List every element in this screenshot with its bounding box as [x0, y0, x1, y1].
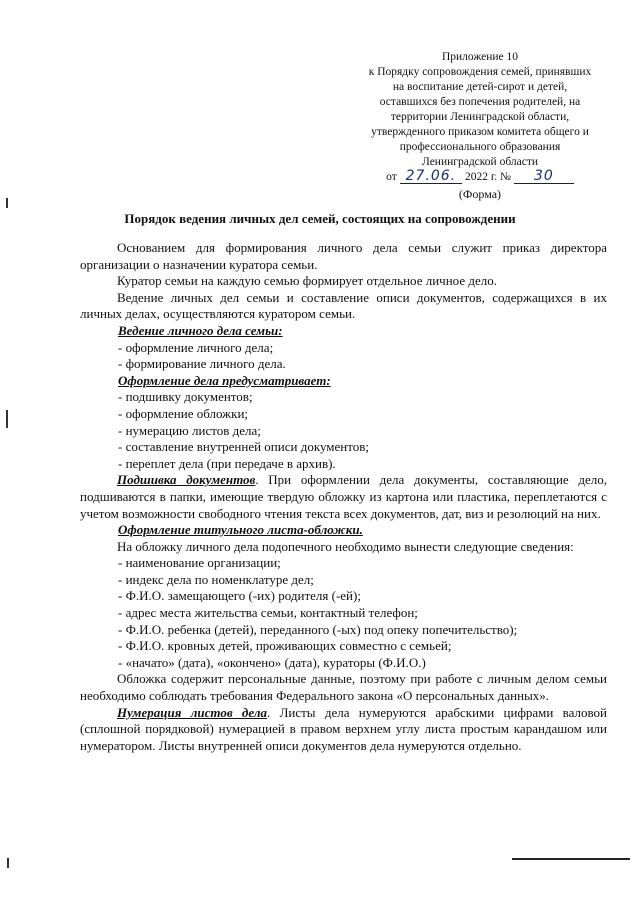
handwritten-date: 27.06. [400, 170, 463, 184]
scan-mark-top [6, 198, 8, 208]
page-bottom-rule [512, 858, 630, 860]
document-body [80, 240, 607, 754]
document-title: Порядок ведения личных дел семей, состоящих на сопровождении [124, 211, 516, 226]
section-heading-binding: Подшивка документов [117, 472, 256, 488]
paragraph-numbering [80, 705, 607, 755]
header-line: утвержденного приказом комитета общего и [371, 126, 589, 138]
header-line: профессионального образования [399, 141, 561, 153]
list-item: - Ф.И.О. ребенка (детей), переданного (-ых) под опеку попечительство); [118, 621, 518, 637]
paragraph-curator: Куратор семьи на каждую семью формирует отдельное личное дело. [117, 273, 497, 289]
list-item: - оформление обложки; [118, 405, 249, 421]
paragraph-binding [80, 472, 607, 522]
list-item: - оформление личного дела; [118, 339, 274, 355]
binding-text: . При оформлении дела документы, составляющие дело, подшиваются в папки, имеющие твердую обложку из картона или пластика, переплетаются с учетом возможности свободного чтения текста всех документов, дат, виз и резолюций на них. [80, 472, 607, 521]
form-label: (Форма) [458, 187, 502, 201]
order-date-line [330, 170, 630, 185]
header-line: Ленинградской области [421, 156, 539, 168]
date-suffix: 2022 г. № [465, 171, 512, 183]
list-item: - наименование организации; [118, 555, 281, 571]
list-item: - адрес места жительства семьи, контактный телефон; [118, 605, 418, 621]
handwritten-order-number: 30 [514, 170, 574, 184]
scan-mark-middle [6, 410, 8, 428]
approval-header [330, 50, 630, 202]
section-heading-cover: Оформление титульного листа-обложки. [118, 522, 363, 538]
header-line: территории Ленинградской области, [390, 111, 570, 123]
paragraph-basis: Основанием для формирования личного дела семьи служит приказ директора организации о назначении куратора семьи. [80, 240, 607, 272]
scan-mark-bottom [7, 858, 9, 868]
list-item: - Ф.И.О. замещающего (-их) родителя (-ей); [118, 588, 361, 604]
header-line: оставшихся без попечения родителей, на [379, 96, 581, 108]
section-heading-numbering: Нумерация листов дела [117, 704, 268, 720]
list-item: - нумерацию листов дела; [118, 422, 261, 438]
paragraph-personal-data: Обложка содержит персональные данные, поэтому при работе с личным делом семьи необходимо соблюдать требования Федерального закона «О персональных данных». [80, 671, 607, 704]
list-item: - Ф.И.О. кровных детей, проживающих совместно с семьей; [118, 638, 452, 654]
list-item: - индекс дела по номенклатуре дел; [118, 571, 314, 587]
list-item: - «начато» (дата), «окончено» (дата), кураторы (Ф.И.О.) [118, 654, 426, 670]
list-item: - переплет дела (при передаче в архив). [118, 455, 336, 471]
section-heading-registration: Оформление дела предусматривает: [118, 372, 331, 388]
numbering-text: . Листы дела нумеруются арабскими цифрами валовой (сплошной порядковой) нумерацией в правом верхнем углу листа простым карандашом или нумератором. Листы внутренней описи документов дела нумеруются отдельно. [80, 704, 607, 753]
list-item: - составление внутренней описи документов; [118, 439, 369, 455]
date-prefix: от [386, 171, 397, 183]
paragraph-cover-info: На обложку личного дела подопечного необходимо вынести следующие сведения: [117, 538, 574, 554]
paragraph-inventory: Ведение личных дел семьи и составление описи документов, содержащихся в их личных делах, осуществляются куратором семьи. [80, 289, 607, 322]
list-item: - формирование личного дела. [118, 356, 286, 372]
header-line: на воспитание детей-сирот и детей, [392, 81, 568, 93]
section-heading-maintenance: Ведение личного дела семьи: [118, 322, 283, 338]
list-item: - подшивку документов; [118, 389, 253, 405]
header-line: к Порядку сопровождения семей, принявших [368, 66, 592, 78]
header-line: Приложение 10 [441, 51, 519, 63]
